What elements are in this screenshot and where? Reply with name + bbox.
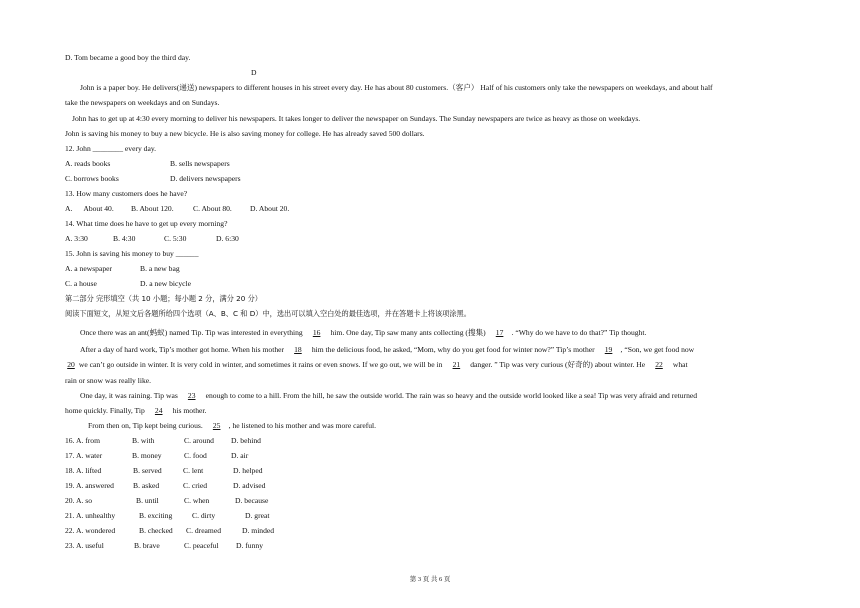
answer-options-20: 20. A. so B. until C. when D. because — [65, 496, 269, 505]
blank-24: 24 — [154, 406, 163, 415]
answer-options-21: 21. A. unhealthy B. exciting C. dirty D. great — [65, 511, 270, 520]
blank-18: 18 — [294, 345, 302, 354]
options-row — [65, 234, 239, 244]
option: B. a new bag — [140, 264, 180, 273]
blank-21: 21 — [452, 360, 461, 369]
option: D. a new bicycle — [140, 279, 192, 288]
question-15: 15. John is saving his money to buy ______ — [65, 249, 199, 258]
page-number: 第 3 页 共 6 页 — [409, 576, 451, 583]
answer-options-19: 19. A. answered B. asked C. cried D. advised — [65, 481, 266, 490]
answer-options-18: 18. A. lifted B. served C. lent D. helped — [65, 466, 263, 475]
question-13: 13. How many customers does he have? — [65, 189, 188, 198]
section-heading: 第二部分 完形填空（共 10 小题；每小题 2 分，满分 20 分） — [65, 294, 262, 303]
options-row — [65, 204, 289, 214]
blank-20: 20 — [67, 360, 75, 369]
option: A. reads books — [65, 159, 111, 168]
option: B. About 120. — [131, 204, 174, 213]
option: A. 3:30 — [65, 234, 88, 243]
cloze-line: After a day of hard work, Tip’s mother got home. When his mother 18 him the delicious food, he asked, “Mom, why do you get food for winter now?” Tip’s mother 19 , “Son, we get food now — [80, 345, 695, 354]
option: C. a house — [65, 279, 97, 288]
cloze-line: rain or snow was really like. — [65, 376, 152, 385]
option: D. About 20. — [250, 204, 290, 213]
blank-17: 17 — [495, 328, 504, 337]
option: A. a newspaper — [65, 264, 113, 273]
answer-options-16: 16. A. from B. with C. around D. behind — [65, 436, 261, 445]
option: C. About 80. — [193, 204, 232, 213]
options-row — [65, 174, 241, 184]
option: C. borrows books — [65, 174, 119, 183]
answer-options-23: 23. A. useful B. brave C. peaceful D. funny — [65, 541, 263, 550]
option: C. 5:30 — [164, 234, 187, 243]
passage-line: John is a paper boy. He delivers(递送) newspapers to different houses in his street every day. He has about 80 customers.（客户） Half of his customers only take the newspapers on weekdays, and about half — [80, 83, 713, 92]
cloze-line: One day, it was raining. Tip was 23 enough to come to a hill. From the hill, he saw the outside world. The rain was so heavy and the outside world looked like a sea! Tip was very afraid and returned — [80, 391, 698, 400]
options-row — [65, 264, 180, 274]
blank-23: 23 — [187, 391, 196, 400]
blank-22: 22 — [655, 360, 663, 369]
blank-19: 19 — [604, 345, 613, 354]
option: D. delivers newspapers — [170, 174, 241, 183]
answer-options-17: 17. A. water B. money C. food D. air — [65, 451, 249, 460]
blank-25: 25 — [212, 421, 221, 430]
section-instructions: 阅读下面短文，从短文后各题所给四个选项（A、B、C 和 D）中，选出可以填入空白处的最佳选项，并在答题卡上将该项涂黑。 — [65, 309, 471, 318]
option: D. 6:30 — [216, 234, 239, 243]
options-row — [65, 159, 230, 169]
passage-line: take the newspapers on weekdays and on Sundays. — [65, 98, 220, 107]
passage-label: D — [251, 68, 257, 77]
cloze-line: From then on, Tip kept being curious. 25 , he listened to his mother and was more careful. — [88, 421, 377, 430]
passage-line: John is saving his money to buy a new bicycle. He is also saving money for college. He has already saved 500 dollars. — [65, 129, 425, 138]
answer-options-22: 22. A. wondered B. checked C. dreamed D. minded — [65, 526, 275, 535]
option-d-line: D. Tom became a good boy the third day. — [65, 53, 191, 62]
cloze-line: home quickly. Finally, Tip 24 his mother. — [65, 406, 207, 415]
option: B. sells newspapers — [170, 159, 230, 168]
option: A. About 40. — [65, 204, 114, 213]
option: B. 4:30 — [113, 234, 136, 243]
question-12: 12. John ________ every day. — [65, 144, 157, 153]
blank-16: 16 — [312, 328, 321, 337]
options-row — [65, 279, 191, 289]
passage-line: John has to get up at 4:30 every morning to deliver his newspapers. It takes longer to deliver the newspaper on Sundays. The Sunday newspapers are twice as heavy as those on weekdays. — [72, 114, 641, 123]
cloze-line: Once there was an ant(蚂蚁) named Tip. Tip was interested in everything 16 him. One day, Tip saw many ants collecting (搜集) 17 . “Why do we have to do that?” Tip thought. — [80, 328, 647, 337]
question-14: 14. What time does he have to get up every morning? — [65, 219, 228, 228]
cloze-line: 20 we can’t go outside in winter. It is very cold in winter, and sometimes it rains or even snows. If we go out, we will be in 21 danger. ” Tip was very curious (好奇的) about winter. He 22 what — [65, 360, 688, 370]
